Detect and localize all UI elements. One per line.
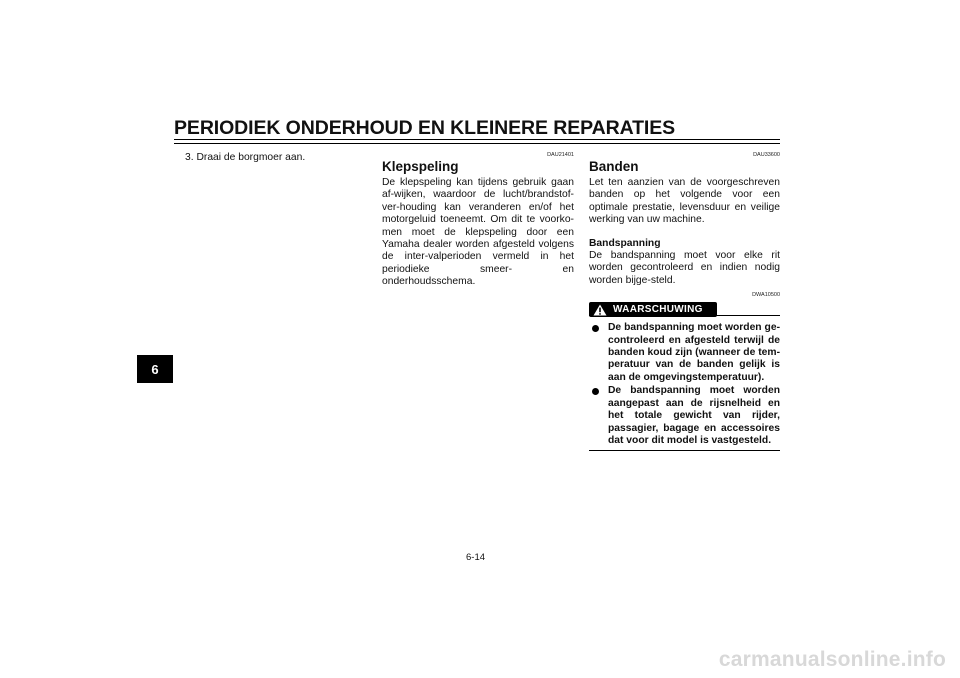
warning-item — [589, 385, 780, 447]
section-code: DAU21401 — [547, 152, 574, 158]
warning-item-text: De bandspanning moet worden aangepast aan de rijsnelheid en het totale gewicht van rijder, passagier, bagage en accessoires dat voor dit model is vastgesteld. — [608, 385, 780, 446]
step-text: 3. Draai de borgmoer aan. — [185, 152, 306, 163]
klepspeling-paragraph: De klepspeling kan tijdens gebruik gaan af-wijken, waardoor de lucht/brandstof-ver-houding kan veranderen en/of het motorgeluid toeneemt. Om dit te voorko-men moet de klepspeling door een Yamaha dealer worden afgesteld volgens de inter-valperioden vermeld in het periodieke smeer- en onderhoudsschema. — [382, 177, 574, 288]
column-right — [589, 152, 780, 451]
section-title-banden: Banden — [589, 159, 639, 174]
header-rule — [174, 139, 780, 144]
bandspanning-paragraph: De bandspanning moet voor elke rit worden gecontroleerd en indien nodig worden bijge-steld. — [589, 250, 780, 286]
chapter-tab: 6 — [137, 355, 173, 383]
warning-header — [589, 299, 780, 316]
subhead-bandspanning: Bandspanning — [589, 237, 661, 249]
section-code: DAU33600 — [753, 152, 780, 158]
warning-item — [589, 322, 780, 384]
bullet-icon — [592, 325, 599, 332]
watermark[interactable]: carmanualsonline.info — [718, 648, 946, 671]
section-title-klepspeling: Klepspeling — [382, 159, 459, 174]
column-middle — [382, 152, 574, 289]
warning-triangle-icon — [593, 304, 607, 316]
column-left — [176, 152, 356, 163]
bullet-icon — [592, 388, 599, 395]
warning-item-text: De bandspanning moet worden ge-controleerd en afgesteld terwijl de banden koud zijn (wanneer de tem-peratuur van de banden gelijk is aan de omgevingstemperatuur). — [608, 322, 780, 383]
banden-paragraph: Let ten aanzien van de voorgeschreven banden op het volgende voor een optimale prestatie, levensduur en veilige werking van uw machine. — [589, 177, 780, 226]
warning-label: WAARSCHUWING — [613, 304, 703, 316]
page-number: 6-14 — [466, 552, 486, 563]
warning-bottom-rule — [589, 450, 780, 451]
warning-code: DWA10500 — [752, 292, 780, 299]
page-title: PERIODIEK ONDERHOUD EN KLEINERE REPARATIES — [174, 117, 676, 139]
warning-list — [589, 322, 780, 447]
warning-badge — [589, 302, 717, 317]
